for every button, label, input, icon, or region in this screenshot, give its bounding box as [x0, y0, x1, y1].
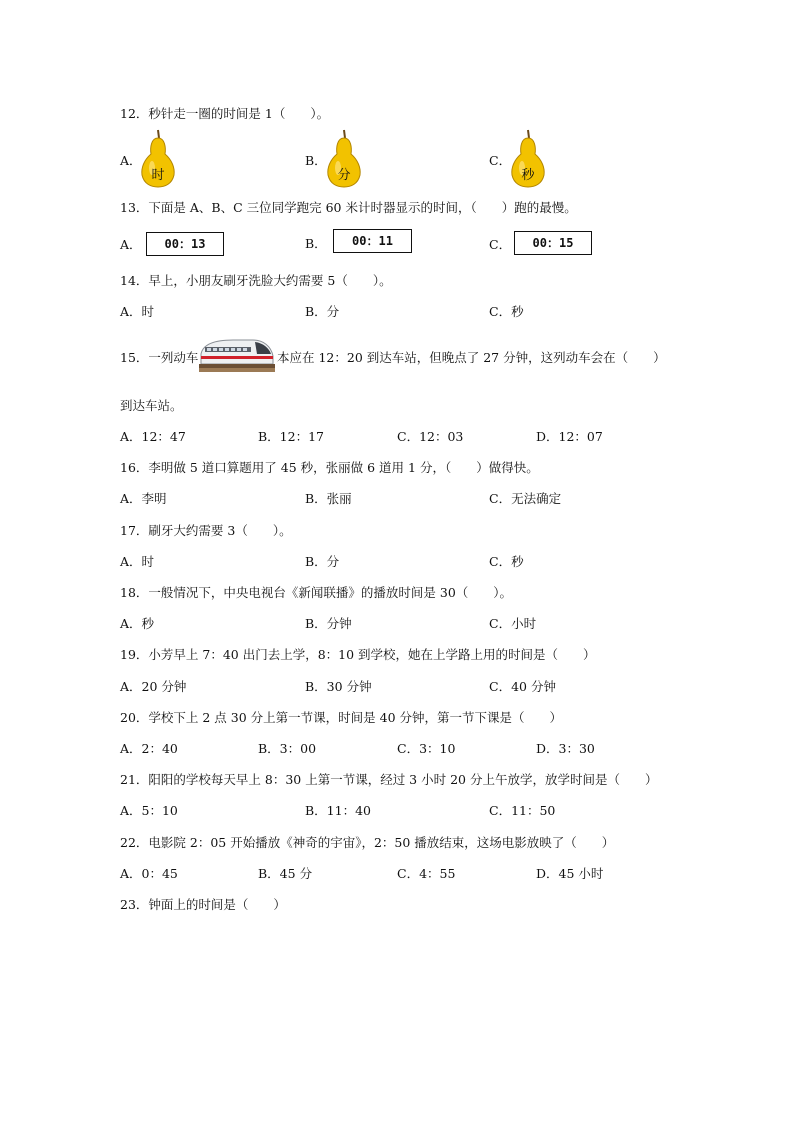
pear-icon-minute: [324, 128, 364, 188]
q20-option-b[interactable]: B．3：00: [258, 741, 317, 756]
pear-char: 分: [337, 168, 351, 183]
q15-option-a[interactable]: A．12：47: [120, 429, 186, 444]
q21-option-a[interactable]: A．5：10: [120, 803, 178, 818]
q15-option-d[interactable]: D．12：07: [536, 429, 603, 444]
q22-option-c[interactable]: C．4：55: [397, 866, 456, 881]
timer-display-b: 00：11: [333, 229, 412, 253]
timer-display-a: 00：13: [146, 232, 224, 256]
q20-option-c[interactable]: C．3：10: [397, 741, 456, 756]
q14-stem: 14．早上，小朋友刷牙洗脸大约需要 5（ ）。: [120, 273, 392, 288]
q19-option-b[interactable]: B．30 分钟: [305, 679, 372, 694]
q12-stem: 12．秒针走一圈的时间是 1（ ）。: [120, 106, 330, 121]
q21-stem: 21．阳阳的学校每天早上 8：30 上第一节课，经过 3 小时 20 分上午放学，放学时间是（ ）: [120, 772, 658, 787]
timer-display-c: 00：15: [514, 231, 592, 255]
train-image: [199, 334, 275, 374]
q19-option-c[interactable]: C．40 分钟: [489, 679, 556, 694]
q17-option-b[interactable]: B．分: [305, 554, 340, 569]
q17-option-c[interactable]: C．秒: [489, 554, 524, 569]
q14-option-a[interactable]: A．时: [120, 304, 155, 319]
q18-option-c[interactable]: C．小时: [489, 616, 537, 631]
pear-char: 时: [151, 168, 165, 183]
q22-option-d[interactable]: D．45 小时: [536, 866, 604, 881]
q13-option-c-label[interactable]: C．: [489, 237, 512, 252]
pear-char: 秒: [521, 168, 535, 183]
q23-stem: 23．钟面上的时间是（ ）: [120, 897, 286, 912]
q16-option-b[interactable]: B．张丽: [305, 491, 352, 506]
q18-stem: 18．一般情况下，中央电视台《新闻联播》的播放时间是 30（ ）。: [120, 585, 513, 600]
q16-stem: 16．李明做 5 道口算题用了 45 秒，张丽做 6 道用 1 分，（ ）做得快。: [120, 460, 539, 475]
q16-option-a[interactable]: A．李明: [120, 491, 167, 506]
q13-stem: 13．下面是 A、B、C 三位同学跑完 60 米计时器显示的时间，（ ）跑的最慢。: [120, 200, 577, 215]
q15-option-b[interactable]: B．12：17: [258, 429, 324, 444]
q20-option-a[interactable]: A．2：40: [120, 741, 178, 756]
pear-icon-second: [508, 128, 548, 188]
q15-option-c[interactable]: C．12：03: [397, 429, 464, 444]
q12-option-c-label[interactable]: C．: [489, 153, 512, 168]
q19-stem: 19．小芳早上 7：40 出门去上学，8：10 到学校，她在上学路上用的时间是（ ）: [120, 647, 596, 662]
pear-icon-hour: [138, 128, 178, 188]
q22-option-a[interactable]: A．0：45: [120, 866, 178, 881]
q20-option-d[interactable]: D．3：30: [536, 741, 595, 756]
q22-option-b[interactable]: B．45 分: [258, 866, 313, 881]
q15-stem-cont: 到达车站。: [120, 398, 183, 413]
q12-option-b-label[interactable]: B．: [305, 153, 327, 168]
q17-option-a[interactable]: A．时: [120, 554, 155, 569]
q20-stem: 20．学校下上 2 点 30 分上第一节课，时间是 40 分钟，第一节下课是（ ）: [120, 710, 563, 725]
q15-stem-before: 15．一列动车: [120, 350, 199, 365]
q14-option-c[interactable]: C．秒: [489, 304, 524, 319]
q13-option-b-label[interactable]: B．: [305, 236, 327, 251]
q14-option-b[interactable]: B．分: [305, 304, 340, 319]
q13-option-a-label[interactable]: A．: [120, 237, 142, 252]
q16-option-c[interactable]: C．无法确定: [489, 491, 562, 506]
q12-option-a-label[interactable]: A．: [120, 153, 142, 168]
q21-option-c[interactable]: C．11：50: [489, 803, 556, 818]
q15-stem-after: 本应在 12：20 到达车站，但晚点了 27 分钟，这列动车会在（ ）: [277, 350, 666, 365]
q21-option-b[interactable]: B．11：40: [305, 803, 371, 818]
q18-option-a[interactable]: A．秒: [120, 616, 155, 631]
q18-option-b[interactable]: B．分钟: [305, 616, 352, 631]
q19-option-a[interactable]: A．20 分钟: [120, 679, 187, 694]
q22-stem: 22．电影院 2：05 开始播放《神奇的宇宙》，2：50 播放结束，这场电影放映了（ ）: [120, 835, 615, 850]
q17-stem: 17．刷牙大约需要 3（ ）。: [120, 523, 292, 538]
